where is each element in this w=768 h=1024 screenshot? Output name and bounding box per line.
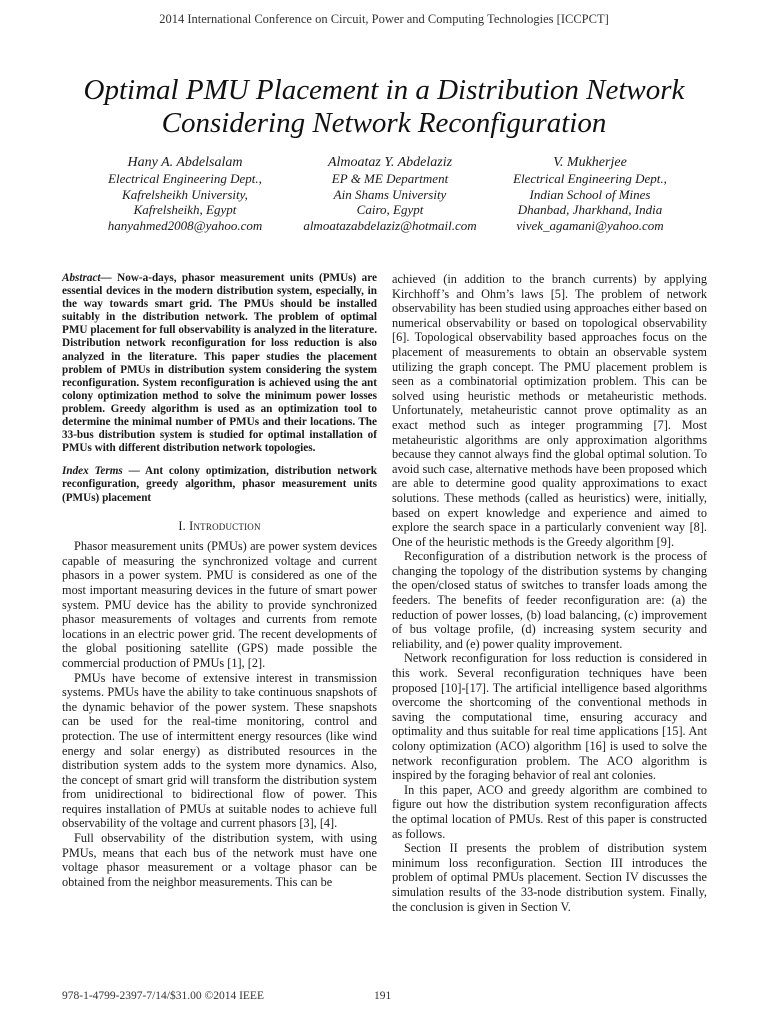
title-line-2: Considering Network Reconfiguration <box>161 107 607 139</box>
author-1 <box>70 155 300 233</box>
conference-header: 2014 International Conference on Circuit, Power and Computing Technologies [ICCPCT] <box>159 12 609 26</box>
title-line-1: Optimal PMU Placement in a Distribution Network <box>83 74 685 106</box>
author-affiliation: EP & ME Department <box>331 171 449 186</box>
paragraph: PMUs have become of extensive interest in transmission systems. PMUs have the ability to take continuous snapshots of the dynamic behavior of the power system. These snapshots can be used for the real-time monitoring, control and protection. The use of intermittent energy resources (like wind energy and solar energy) as distributed resources in the distribution system adds to the system more dynamics. Also, the concept of smart grid will transform the distribution system from unidirectional to bidirectional flow of power. This requires installation of PMUs at suitable nodes to achieve full observability of the voltage and current phasors [3], [4]. <box>62 670 377 831</box>
paragraph: achieved (in addition to the branch currents) by applying Kirchhoff’s and Ohm’s laws [5]. The problem of network observability has been studied using approaches either based on numerical observability or based on topological observability [6]. Topological observability based approaches focus on the placement of measurements to obtain an observable system utilizing the graph concept. The PMU placement problem is seen as a combinatorial optimization problem. This can be solved using heuristic methods or metaheuristic methods. Unfortunately, metaheuristic cannot prove optimality as an exact method such as integer programming [7]. Most metaheuristic algorithms are only approximation algorithms because they cannot always find the global optimal solution. To avoid such case, alternative methods have been proposed which are able to determine good quality approximations to exact solutions. These methods (called as heuristics) were, initially, based on expert knowledge and experience and aimed to explore the search space in a particularly convenient way [8]. One of the heuristic methods is the Greedy algorithm [9]. <box>392 272 707 549</box>
author-block <box>60 155 710 245</box>
author-name: Almoataz Y. Abdelaziz <box>327 155 453 170</box>
author-affiliation: Kafrelsheikh, Egypt <box>133 202 237 218</box>
index-terms-lead: Index Terms <box>62 465 123 478</box>
paragraph: Full observability of the distribution system, with using PMUs, means that each bus of the network must have one voltage phasor measurement or a voltage phasor can be obtained from the neighbor measurements. This can be <box>62 831 377 889</box>
right-column <box>392 272 707 914</box>
author-affiliation: Dhanbad, Jharkhand, India <box>517 202 663 218</box>
section-number: I. <box>178 518 186 533</box>
author-affiliation: Electrical Engineering Dept., <box>108 171 262 186</box>
paragraph: Section II presents the problem of distribution system minimum loss reconfiguration. Section III introduces the problem of optimal PMUs placement. Section IV discusses the simulation results of the 33-node distribution system. Finally, the conclusion is given in Section V. <box>392 841 707 914</box>
abstract-text: Now-a-days, phasor measurement units (PMUs) are essential devices in the modern distribution system, especially, in the way towards smart grid. The PMUs should be installed suitably in the distribution network. The problem of optimal PMU placement for full observability is analyzed in the literature. Distribution network reconfiguration for loss reduction is also analyzed in the literature. This paper studies the placement problem of PMUs in distribution system considering the system reconfiguration. System reconfiguration is achieved using the ant colony optimization method to solve the minimum power losses problem. Greedy algorithm is used as an optimization tool to determine the minimal number of PMUs and their locations. The 33-bus distribution system is studied for optimal installation of PMUs with different distribution network topologies. <box>62 272 377 455</box>
author-affiliation: Electrical Engineering Dept., <box>513 171 667 186</box>
abstract-lead: Abstract— <box>62 272 112 284</box>
author-name: V. Mukherjee <box>553 155 627 170</box>
paper-title <box>30 74 738 140</box>
author-email[interactable]: hanyahmed2008@yahoo.com <box>107 217 263 233</box>
paragraph: In this paper, ACO and greedy algorithm are combined to figure out how the distribution system reconfiguration affects the optimal location of PMUs. Rest of this paper is constructed as follows. <box>392 782 707 841</box>
author-email[interactable]: vivek_agamani@yahoo.com <box>516 217 664 233</box>
author-affiliation: Indian School of Mines <box>529 186 651 202</box>
author-3 <box>475 155 705 233</box>
abstract <box>62 272 377 455</box>
author-2 <box>275 155 505 233</box>
page-number: 191 <box>374 990 392 1002</box>
index-terms-text: — Ant colony optimization, distribution network reconfiguration, greedy algorithm, phasor measurement units (PMUs) placement <box>62 465 377 504</box>
index-terms <box>62 465 377 504</box>
paragraph: Reconfiguration of a distribution network is the process of changing the topology of the distribution systems by changing the open/closed status of switches to transfer loads among the feeders. The benefits of feeder reconfiguration are: (a) the reduction of power losses, (b) load balancing, (c) improvement of bus voltage profile, (d) increasing system security and reliability, and (e) power quality improvement. <box>392 549 707 651</box>
left-column <box>62 272 377 889</box>
author-email[interactable]: almoatazabdelaziz@hotmail.com <box>303 217 477 233</box>
section-heading-introduction <box>62 519 377 534</box>
copyright-footer: 978-1-4799-2397-7/14/$31.00 ©2014 IEEE <box>62 990 264 1002</box>
section-title: Introduction <box>189 518 261 533</box>
paragraph: Network reconfiguration for loss reduction is considered in this work. Several reconfiguration techniques have been proposed [10]-[17]. The artificial intelligence based algorithms overcome the shortcoming of the conventional methods in saving the computational time, ensuring accuracy and optimality and thus suitable for real time applications [15]. Ant colony optimization (ACO) algorithm [16] is used to solve the network reconfiguration problem. The ACO algorithm is inspired by the foraging behavior of real ant colonies. <box>392 651 707 783</box>
author-name: Hany A. Abdelsalam <box>127 155 243 170</box>
author-affiliation: Cairo, Egypt <box>356 202 424 218</box>
paragraph: Phasor measurement units (PMUs) are power system devices capable of measuring the synchronized voltage and current phasors in a power system. PMU is considered as one of the most important measuring devices in the future of smart power system. PMU device has the ability to provide synchronized phasor measurements of voltages and currents from remote locations in an electric power grid. The recent developments of the global positioning satellite (GPS) made possible the commercial production of PMUs [1], [2]. <box>62 539 377 670</box>
author-affiliation: Ain Shams University <box>333 186 447 202</box>
author-affiliation: Kafrelsheikh University, <box>122 186 248 202</box>
